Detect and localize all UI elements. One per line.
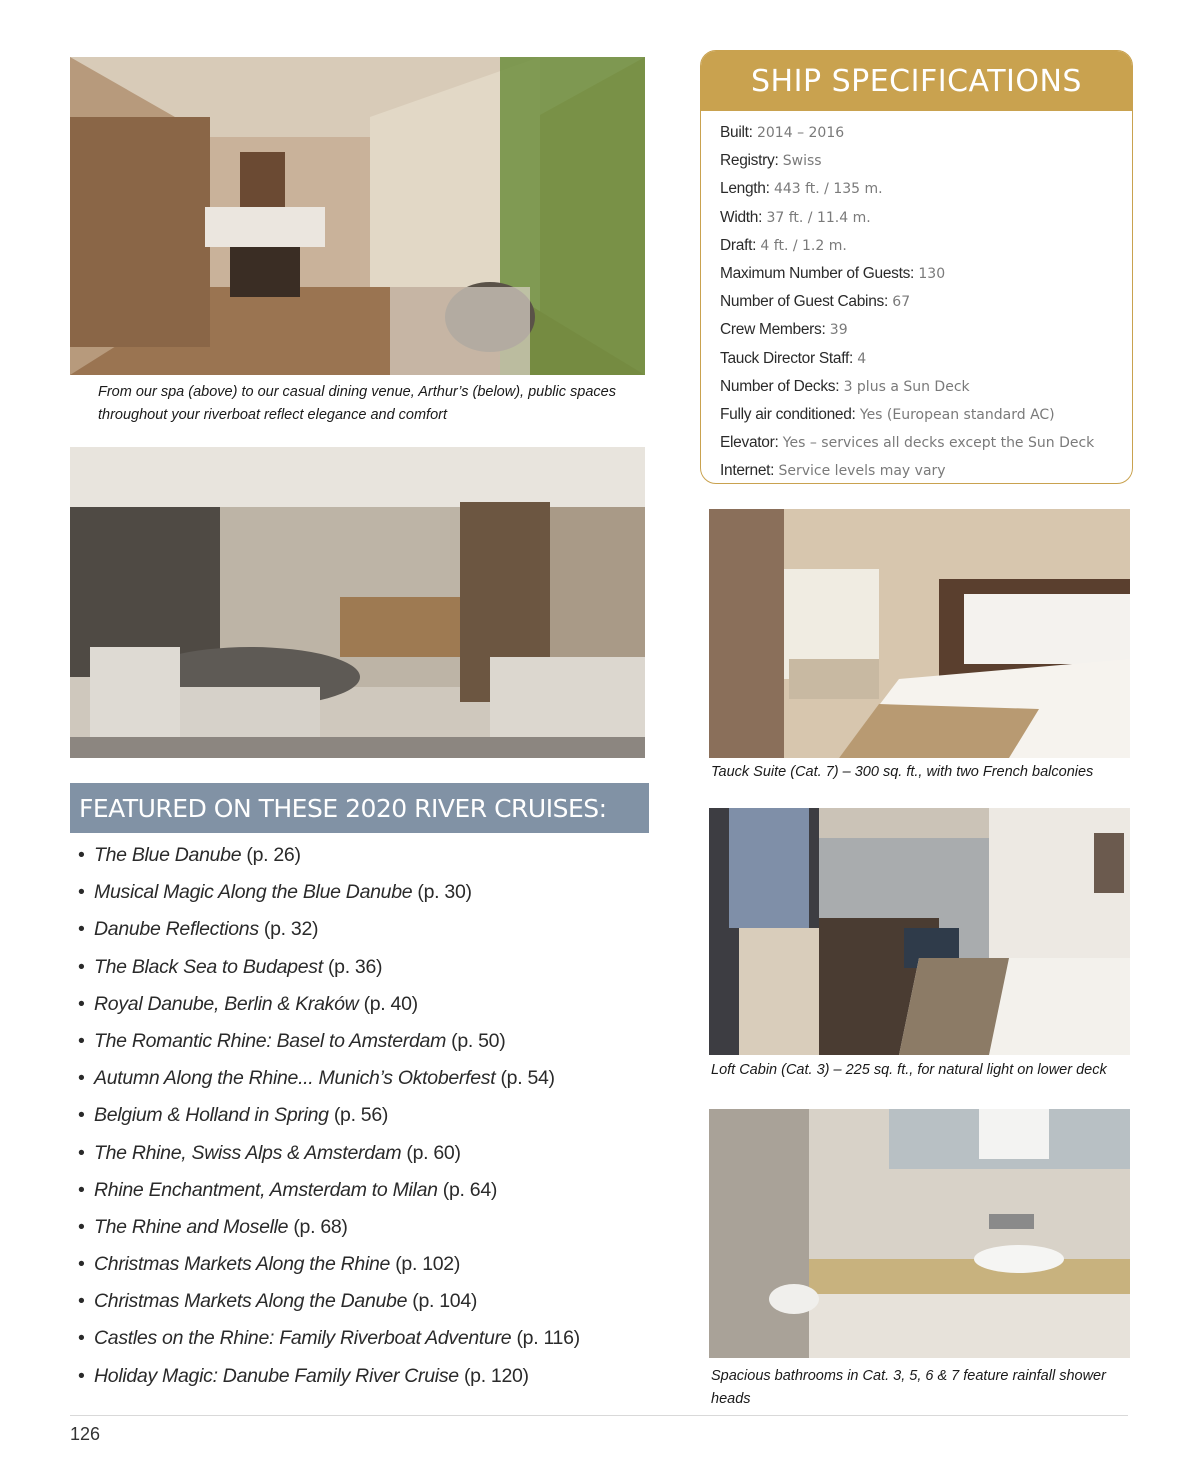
cruise-page-ref: (p. 32) <box>263 918 319 941</box>
cruise-page-ref: (p. 50) <box>451 1029 506 1052</box>
spec-key: Internet: <box>720 462 775 480</box>
spec-key: Registry: <box>720 152 779 170</box>
spec-key: Length: <box>720 180 770 198</box>
featured-cruises-list <box>78 838 580 1396</box>
spec-row <box>720 175 1132 203</box>
cruise-page-ref: (p. 30) <box>417 881 472 904</box>
featured-cruises-heading: FEATURED ON THESE 2020 RIVER CRUISES: <box>70 783 649 833</box>
spec-value: Yes (European standard AC) <box>859 406 1055 423</box>
cruise-name: Rhine Enchantment, Amsterdam to Milan <box>94 1178 438 1201</box>
bullet-icon: • <box>78 1290 85 1313</box>
bullet-icon: • <box>78 1253 85 1276</box>
tauck-suite-photo <box>709 509 1130 758</box>
cruise-list-item <box>78 1247 580 1284</box>
cruise-list-item <box>78 1136 580 1173</box>
cruise-page-ref: (p. 54) <box>500 1067 555 1090</box>
cruise-page-ref: (p. 64) <box>442 1178 498 1201</box>
spec-list <box>701 111 1132 484</box>
cruise-list-item <box>78 1024 580 1061</box>
cruise-list-item <box>78 1061 580 1098</box>
bullet-icon: • <box>78 1327 85 1350</box>
bullet-icon: • <box>78 918 85 941</box>
loft-cabin-caption: Loft Cabin (Cat. 3) – 225 sq. ft., for natural light on lower deck <box>711 1062 1107 1078</box>
bullet-icon: • <box>78 1178 85 1201</box>
spec-row <box>720 457 1132 484</box>
cruise-list-item <box>78 838 580 875</box>
cruise-name: Musical Magic Along the Blue Danube <box>94 881 413 904</box>
spec-row <box>720 345 1132 373</box>
bullet-icon: • <box>78 955 85 978</box>
cruise-list-item <box>78 987 580 1024</box>
cruise-name: Belgium & Holland in Spring <box>94 1104 329 1127</box>
spec-row <box>720 401 1132 429</box>
cruise-page-ref: (p. 102) <box>395 1253 461 1276</box>
spec-value: 130 <box>918 265 946 282</box>
bullet-icon: • <box>78 1141 85 1164</box>
spec-key: Built: <box>720 124 753 141</box>
cruise-page-ref: (p. 68) <box>293 1215 348 1238</box>
bathroom-caption: Spacious bathrooms in Cat. 3, 5, 6 & 7 feature rainfall shower heads <box>711 1368 1106 1407</box>
cruise-list-item <box>78 1210 580 1247</box>
loft-cabin-photo <box>709 808 1130 1055</box>
cruise-page-ref: (p. 40) <box>363 992 418 1015</box>
spec-key: Tauck Director Staff: <box>720 349 853 367</box>
spec-key: Draft: <box>720 236 757 254</box>
spec-value: 39 <box>829 322 848 339</box>
bullet-icon: • <box>78 844 85 866</box>
tauck-suite-caption: Tauck Suite (Cat. 7) – 300 sq. ft., with two French balconies <box>711 764 1094 780</box>
spec-row <box>720 260 1132 288</box>
bullet-icon: • <box>78 881 85 904</box>
spec-value: Service levels may vary <box>778 463 946 480</box>
cruise-page-ref: (p. 26) <box>246 844 301 866</box>
spec-key: Width: <box>720 208 763 226</box>
spec-value: Swiss <box>782 153 822 170</box>
cruise-name: The Romantic Rhine: Basel to Amsterdam <box>94 1029 447 1052</box>
cruise-name: Autumn Along the Rhine... Munich’s Oktoberfest <box>94 1067 496 1090</box>
caption-line: From our spa (above) to our casual dining venue, Arthur’s (below), public spaces <box>98 384 616 400</box>
spec-row <box>720 119 1132 147</box>
cruise-name: The Rhine, Swiss Alps & Amsterdam <box>94 1141 402 1164</box>
spec-key: Number of Guest Cabins: <box>720 293 888 311</box>
spec-row <box>720 373 1132 401</box>
cruise-page-ref: (p. 60) <box>406 1141 461 1164</box>
spec-value: 2014 – 2016 <box>756 125 845 141</box>
cruise-page-ref: (p. 120) <box>463 1364 529 1387</box>
bullet-icon: • <box>78 1215 85 1238</box>
spec-value: 4 ft. / 1.2 m. <box>760 237 847 254</box>
cruise-page-ref: (p. 104) <box>412 1290 478 1313</box>
cruise-list-item <box>78 1359 580 1396</box>
cruise-list-item <box>78 1284 580 1321</box>
cruise-page-ref: (p. 56) <box>333 1104 389 1127</box>
bullet-icon: • <box>78 1364 85 1387</box>
spec-key: Number of Decks: <box>720 377 840 395</box>
bathroom-photo <box>709 1109 1130 1358</box>
footer-divider <box>70 1415 1128 1416</box>
spec-value: 4 <box>857 350 867 367</box>
cruise-list-item <box>78 1098 580 1135</box>
spec-key: Elevator: <box>720 434 779 452</box>
spec-row <box>720 316 1132 344</box>
cruise-list-item <box>78 875 580 912</box>
spec-key: Maximum Number of Guests: <box>720 264 915 282</box>
spec-row <box>720 204 1132 232</box>
cruise-name: The Black Sea to Budapest <box>94 955 323 978</box>
dining-photo <box>70 447 645 758</box>
spec-value: 3 plus a Sun Deck <box>843 378 970 395</box>
spec-row <box>720 429 1132 457</box>
spec-value: 67 <box>892 294 911 311</box>
caption-line: throughout your riverboat reflect elegance and comfort <box>98 407 448 423</box>
bullet-icon: • <box>78 1067 85 1090</box>
cruise-name: Holiday Magic: Danube Family River Cruise <box>94 1364 459 1387</box>
spec-value: 443 ft. / 135 m. <box>773 181 883 198</box>
cruise-name: Christmas Markets Along the Rhine <box>94 1253 391 1276</box>
spec-key: Fully air conditioned: <box>720 405 856 423</box>
spa-dining-caption <box>98 381 658 427</box>
cruise-list-item <box>78 912 580 949</box>
spa-photo <box>70 57 645 375</box>
ship-specifications-title: SHIP SPECIFICATIONS <box>701 51 1132 111</box>
bullet-icon: • <box>78 1029 85 1052</box>
page-number: 126 <box>70 1424 101 1444</box>
cruise-name: Royal Danube, Berlin & Kraków <box>94 992 359 1015</box>
spec-value: Yes – services all decks except the Sun Deck <box>782 435 1095 452</box>
cruise-list-item <box>78 950 580 987</box>
cruise-page-ref: (p. 116) <box>516 1327 580 1350</box>
bullet-icon: • <box>78 1104 85 1127</box>
ship-specifications-box <box>700 50 1133 484</box>
cruise-page-ref: (p. 36) <box>327 955 383 978</box>
cruise-name: Danube Reflections <box>94 918 259 941</box>
cruise-list-item <box>78 1173 580 1210</box>
spec-key: Crew Members: <box>720 321 826 339</box>
spec-row <box>720 232 1132 260</box>
cruise-name: Christmas Markets Along the Danube <box>94 1290 408 1313</box>
cruise-name: The Rhine and Moselle <box>94 1215 289 1238</box>
cruise-name: The Blue Danube <box>94 844 242 866</box>
spec-row <box>720 288 1132 316</box>
bullet-icon: • <box>78 992 85 1015</box>
spec-value: 37 ft. / 11.4 m. <box>766 209 871 226</box>
cruise-name: Castles on the Rhine: Family Riverboat Adventure <box>94 1327 512 1350</box>
spec-row <box>720 147 1132 175</box>
cruise-list-item <box>78 1321 580 1358</box>
